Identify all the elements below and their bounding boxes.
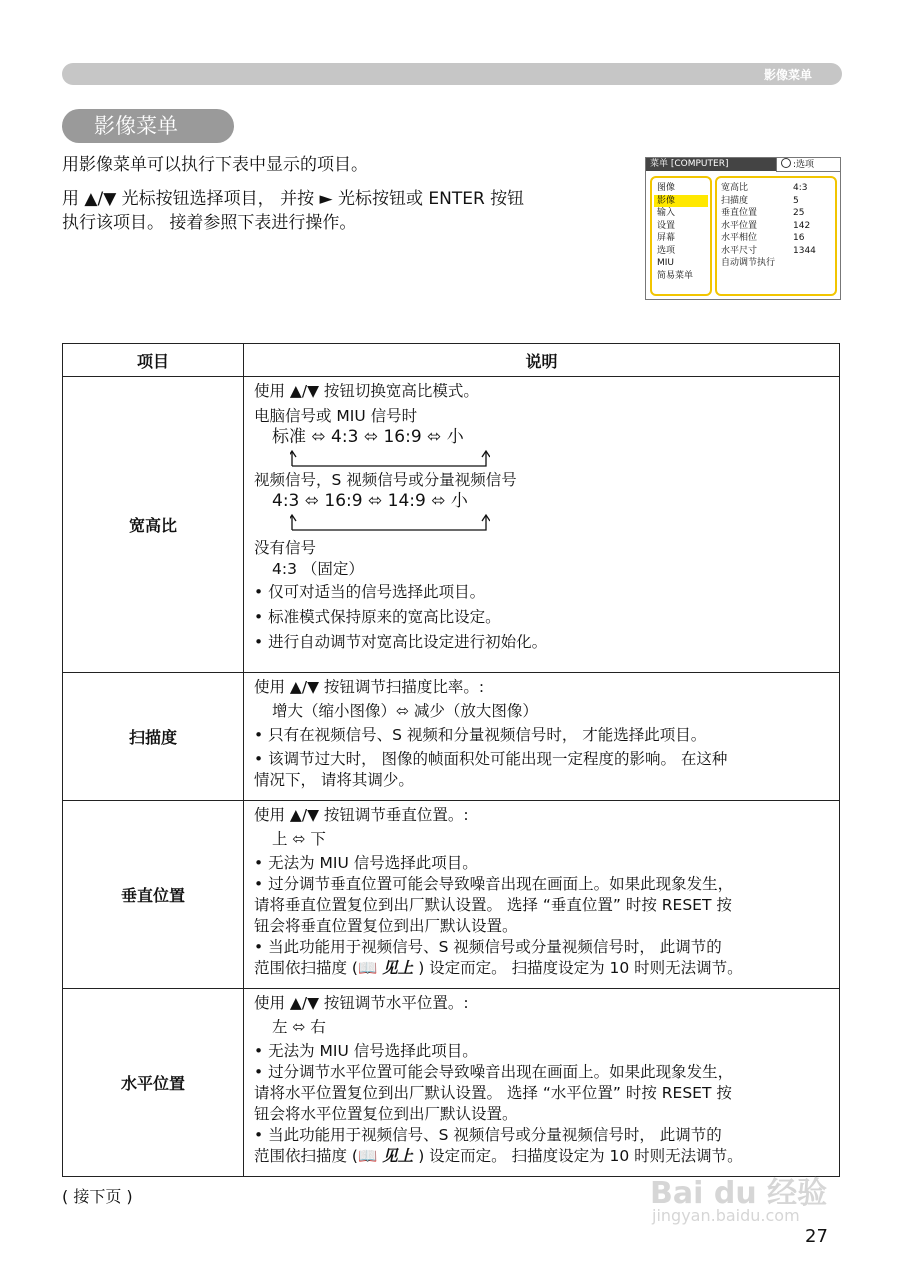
menu-left-list bbox=[650, 176, 712, 296]
intro-line-3: 执行该项目。 接着参照下表进行操作。 bbox=[62, 213, 357, 233]
header-description: 说明 bbox=[244, 344, 840, 377]
header-bar bbox=[62, 63, 842, 85]
watermark-logo: Bai du 经验 bbox=[650, 1176, 828, 1211]
menu-setting-row: 水平尺寸 1344 bbox=[721, 245, 816, 256]
cycle-arrow-icon bbox=[290, 512, 490, 534]
continue-note: ( 接下页 ) bbox=[62, 1187, 133, 1206]
row-scan-name: 扫描度 bbox=[63, 673, 244, 801]
menu-item: MIU bbox=[657, 258, 675, 268]
row-scan-desc: 使用 ▲/▼ 按钮调节扫描度比率。: 增大（缩小图像）⬄ 减少（放大图像） • 只有在视频信号、S 视频和分量视频信号时， 才能选择此项目。 • 该调节过大时， 图像的帧面积处可能出现一定程度的影响。 在这种 情况下， 请将其调少。 bbox=[244, 673, 840, 801]
menu-setting-row: 水平位置 142 bbox=[721, 220, 811, 231]
watermark-url: jingyan.baidu.com bbox=[652, 1206, 800, 1225]
menu-item: 设置 bbox=[657, 220, 676, 231]
menu-item: 屏幕 bbox=[657, 233, 676, 243]
option-button-icon bbox=[781, 158, 791, 168]
row-vpos-name: 垂直位置 bbox=[63, 801, 244, 989]
page-number: 27 bbox=[805, 1226, 828, 1247]
menu-right-list bbox=[715, 176, 837, 296]
row-vpos-desc: 使用 ▲/▼ 按钮调节垂直位置。: 上 ⬄ 下 • 无法为 MIU 信号选择此项目。 • 过分调节垂直位置可能会导致噪音出现在画面上。如果此现象发生， 请将垂直位置复位到出厂默认设置。 选择 “垂直位置” 时按 RESET 按 钮会将垂直位置复位到出厂默认设置。 • 当此功能用于视频信号、S 视频信号或分量视频信号时， 此调节的 范围依扫描度 (📖 见上 ) 设定而定。 扫描度设定为 10 时则无法调节。 bbox=[244, 801, 840, 989]
menu-option-hint: :选项 bbox=[776, 158, 840, 172]
row-hpos-desc: 使用 ▲/▼ 按钮调节水平位置。: 左 ⬄ 右 • 无法为 MIU 信号选择此项目。 • 过分调节水平位置可能会导致噪音出现在画面上。如果此现象发生， 请将水平位置复位到出厂默认设置。 选择 “水平位置” 时按 RESET 按 钮会将水平位置复位到出厂默认设置。 • 当此功能用于视频信号、S 视频信号或分量视频信号时， 此调节的 范围依扫描度 (📖 见上 ) 设定而定。 扫描度设定为 10 时则无法调节。 bbox=[244, 989, 840, 1177]
see-above-ref: 见上 bbox=[382, 1147, 414, 1165]
book-icon: 📖 bbox=[357, 959, 378, 977]
book-icon: 📖 bbox=[357, 1147, 378, 1165]
row-aspect-desc: 使用 ▲/▼ 按钮切换宽高比模式。 电脑信号或 MIU 信号时 标准 ⬄ 4:3 ⬄ 16:9 ⬄ 小 视频信号，S 视频信号或分量视频信号 4:3 ⬄ 16:9 ⬄ 14:9 ⬄ 小 没有信号 4:3 （固定） • 仅可对适当的信号选择此项目。 • 标准模式保持原来的宽高比设定。 • 进行自动调节对宽高比设定进行初始化。 bbox=[244, 377, 840, 673]
header-item: 项目 bbox=[63, 344, 244, 377]
menu-item: 选项 bbox=[657, 245, 676, 256]
menu-setting-row: 垂直位置 25 bbox=[721, 208, 805, 218]
row-aspect-name: 宽高比 bbox=[63, 377, 244, 673]
section-title: 影像菜单 bbox=[62, 109, 234, 143]
menu-setting-row: 水平相位 16 bbox=[721, 233, 805, 243]
menu-setting-row: 扫描度 5 bbox=[721, 195, 799, 206]
menu-item-selected: 影像 bbox=[654, 195, 708, 208]
see-above-ref: 见上 bbox=[382, 959, 414, 977]
settings-table bbox=[62, 343, 840, 1177]
menu-setting-row: 自动调节执行 bbox=[721, 258, 776, 268]
menu-item: 输入 bbox=[657, 208, 676, 218]
menu-item: 图像 bbox=[657, 183, 676, 193]
intro-line-1: 用影像菜单可以执行下表中显示的项目。 bbox=[62, 155, 368, 175]
menu-screenshot bbox=[645, 157, 841, 300]
menu-item: 简易菜单 bbox=[657, 270, 694, 281]
cycle-arrow-icon bbox=[290, 448, 490, 470]
header-title: 影像菜单 bbox=[763, 68, 812, 82]
menu-title: 菜单 [COMPUTER] bbox=[646, 158, 780, 171]
intro-line-2: 用 ▲/▼ 光标按钮选择项目， 并按 ► 光标按钮或 ENTER 按钮 bbox=[62, 189, 525, 209]
row-hpos-name: 水平位置 bbox=[63, 989, 244, 1177]
menu-setting-row: 宽高比 4:3 bbox=[721, 183, 808, 193]
